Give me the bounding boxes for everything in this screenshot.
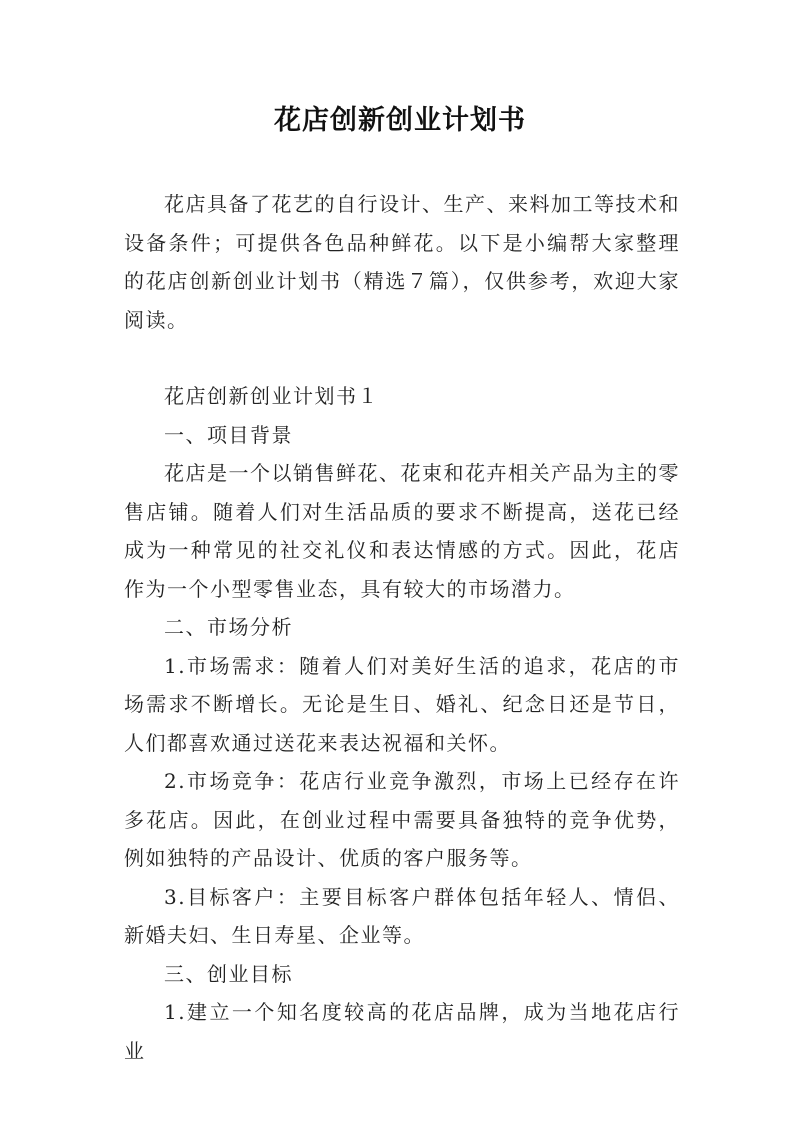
body-paragraph: 3.目标客户：主要目标客户群体包括年轻人、情侣、新婚夫妇、生日寿星、企业等。 bbox=[124, 884, 680, 947]
subsection-heading: 一、项目背景 bbox=[164, 422, 293, 447]
intro-paragraph: 花店具备了花艺的自行设计、生产、来料加工等技术和设备条件；可提供各色品种鲜花。以下是小编帮大家整理的花店创新创业计划书（精选７篇），仅供参考，欢迎大家阅读。 bbox=[124, 192, 680, 332]
paragraph-gap bbox=[124, 339, 680, 377]
document-body bbox=[124, 185, 680, 1070]
body-paragraph: 1.建立一个知名度较高的花店品牌，成为当地花店行业 bbox=[124, 1000, 680, 1063]
body-paragraph: 1.市场需求：随着人们对美好生活的追求，花店的市场需求不断增长。无论是生日、婚礼、纪念日还是节日，人们都喜欢通过送花来表达祝福和关怀。 bbox=[124, 653, 680, 755]
subsection-heading: 三、创业目标 bbox=[164, 961, 293, 986]
document-title: 花店创新创业计划书 bbox=[274, 105, 526, 136]
subsection-heading: 二、市场分析 bbox=[164, 615, 293, 639]
body-paragraph: 花店是一个以销售鲜花、花束和花卉相关产品为主的零售店铺。随着人们对生活品质的要求不断提高，送花已经成为一种常见的社交礼仪和表达情感的方式。因此，花店作为一个小型零售业态，具有较大的市场潜力。 bbox=[124, 461, 680, 601]
section-heading: 花店创新创业计划书１ bbox=[164, 384, 379, 408]
body-paragraph: 2.市场竞争：花店行业竞争激烈，市场上已经存在许多花店。因此，在创业过程中需要具备独特的竞争优势，例如独特的产品设计、优质的客户服务等。 bbox=[124, 769, 680, 870]
